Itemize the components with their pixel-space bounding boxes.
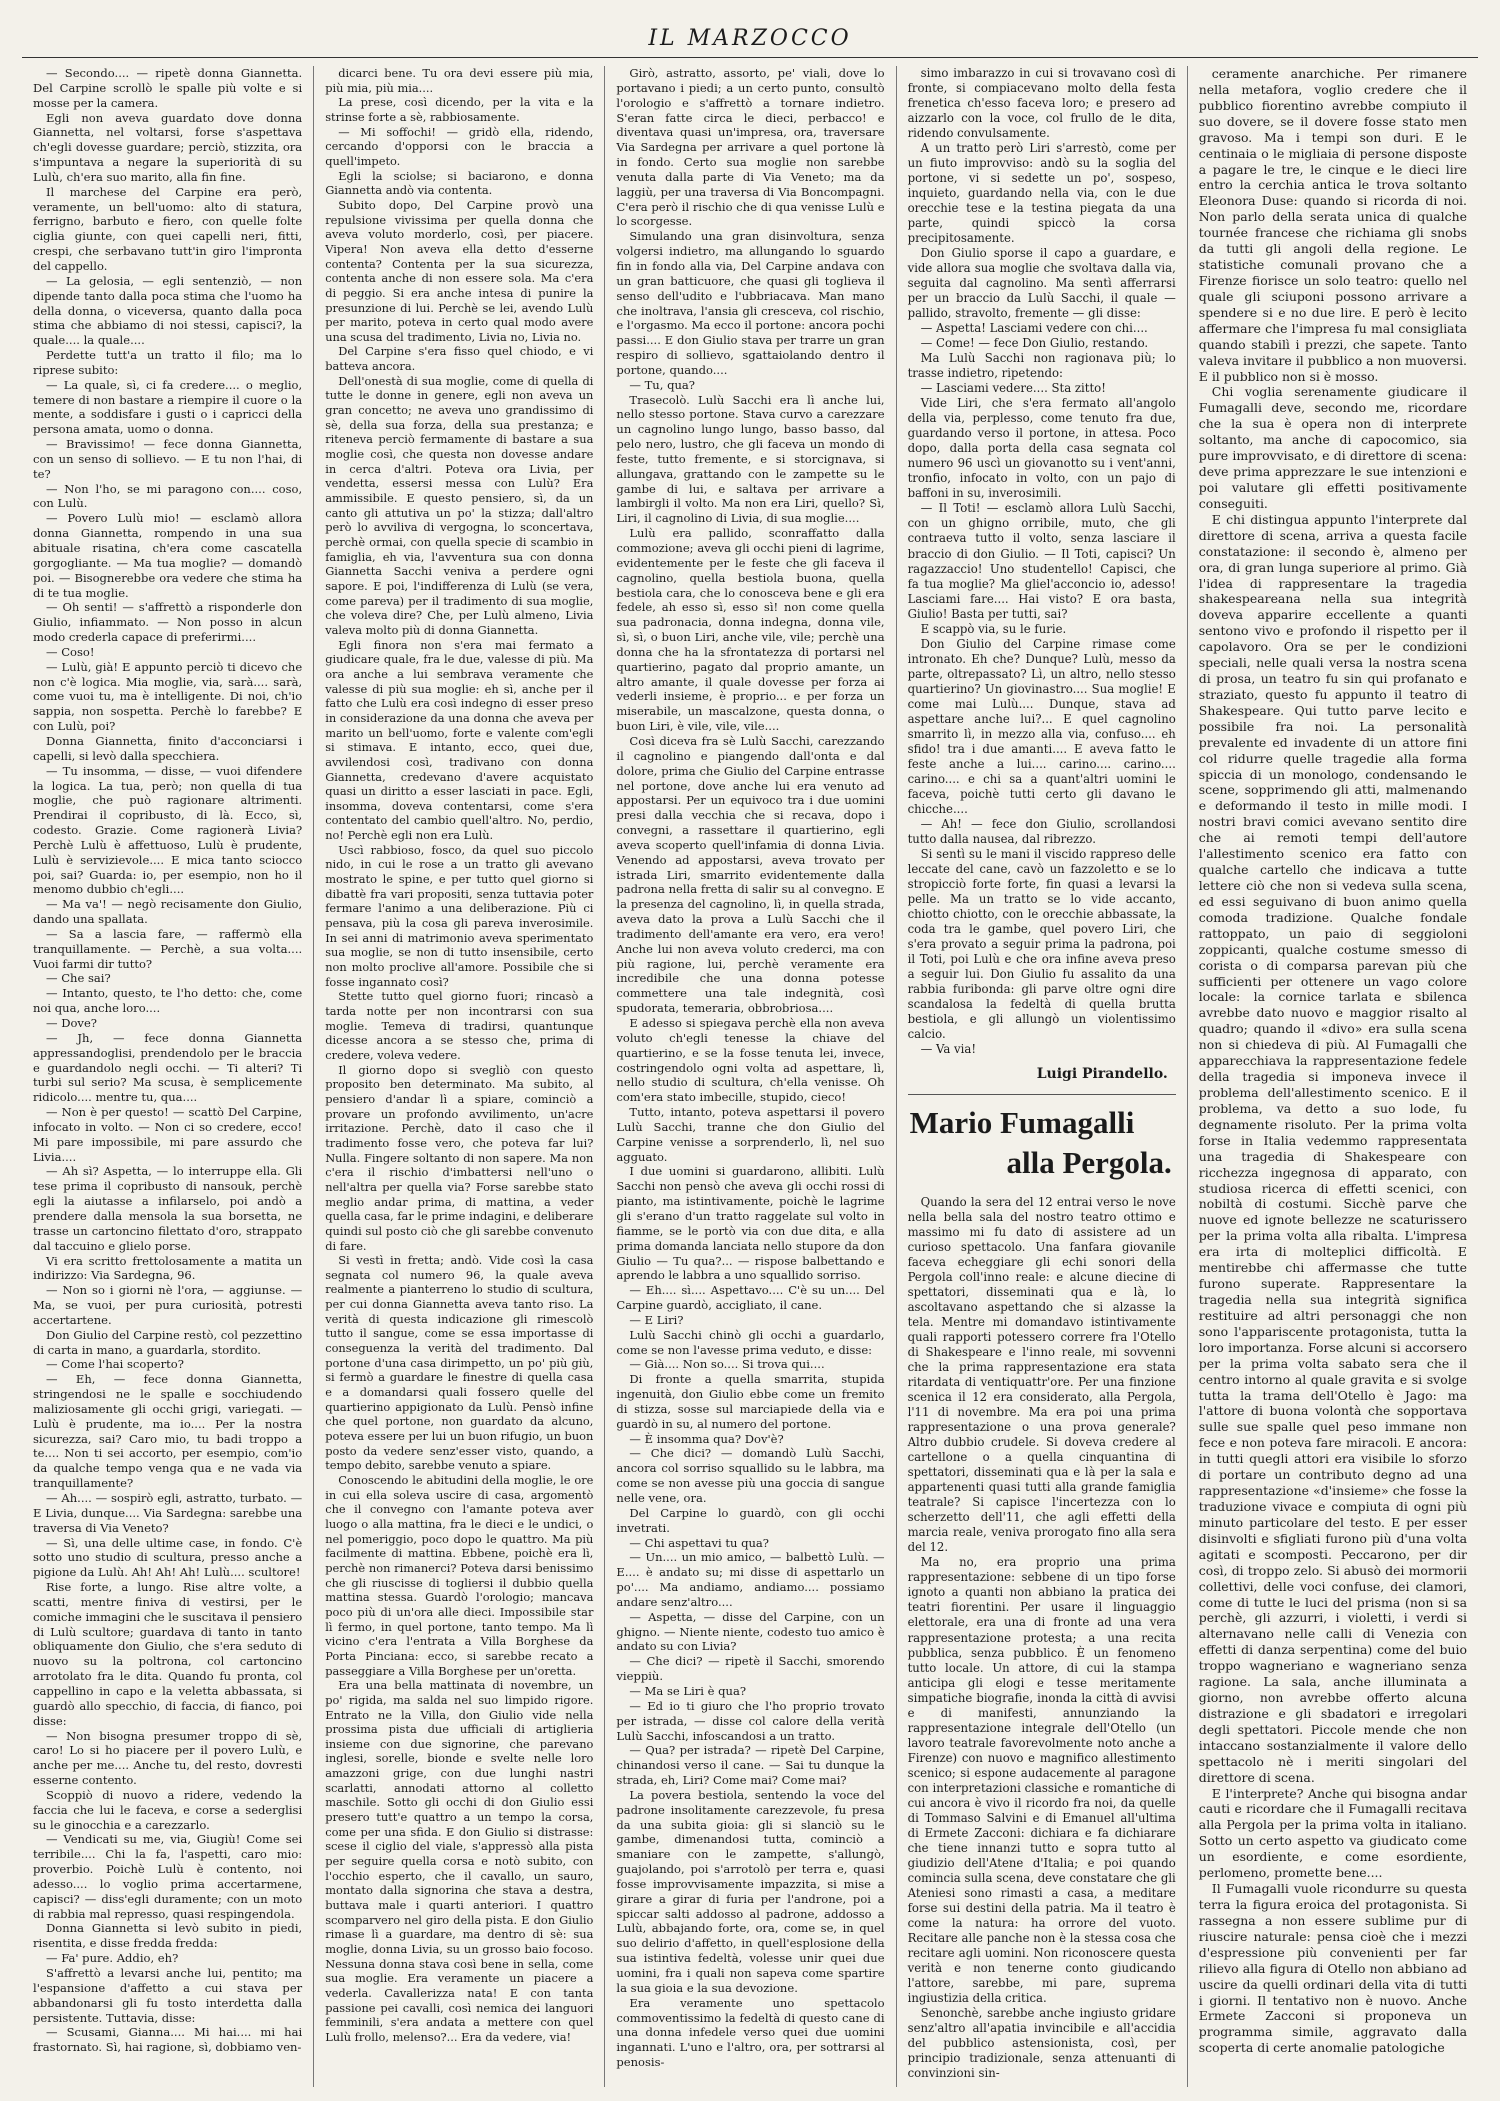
paragraph: — Ah.... — sospirò egli, astratto, turbato. — E Livia, dunque.... Via Sardegna: sarebbe una traversa di Via Veneto?	[33, 1491, 303, 1535]
paragraph: E l'interprete? Anche qui bisogna andar cauti e ricordare che il Fumagalli recitava alla Pergola per la prima volta in italiano. Sotto un certo aspetto va giudicato come un esordiente, e come esordiente, perlomeno, promette bene....	[1198, 1785, 1467, 1881]
author-signature: Luigi Pirandello.	[1036, 1066, 1168, 1083]
paragraph: — Jh, — fece donna Giannetta appressandoglisi, prendendolo per le braccia e guardandolo negli occhi. — Ti alteri? Ti turbi sul serio? Ma scusa, è semplicemente ridicolo.... mentre tu, qua....	[33, 1030, 303, 1105]
column-5	[1187, 66, 1478, 2087]
paragraph: E chi distingua appunto l'interprete dal direttore di scena, arriva a questa facile constatazione: il secondo è, almeno per ora, di gran lunga superiore al primo. Già l'idea di rappresentare la tragedia shakespeareana nella sua integrità doveva apparire eccellente a quanti sentono vivo e profondo il rispetto per il capolavoro. Ora se per le condizioni speciali, nelle quali versa la nostra scena di prosa, un teatro fu sin qui profanato e straziato, questo fu appunto il teatro di Shakespeare. Qui tutto parve lecito e possibile fra noi. La personalità prevalente ed invadente di un attore fini col ridurre quelle tragedie alla forma spiccia di un monologo, condensando le scene, sopprimendo gli atti, malmenando e deformando il testo in mille modi. I nostri bravi comici avevano sentito dire che ai remoti tempi dell'autore l'allestimento scenico era fatto con qualche cartello che indicava a tutte lettere ciò che non si vedeva sulla scena, ed essi seguivano di buon animo quella comoda tradizione. Qualche fondale rattoppato, un paio di seggioloni zoppicanti, qualche costume smesso di corista o di comparsa parevan più che sufficienti per ottenere un vago colore locale: la cornice tarlata e sbilenca avrebbe dato nuovo e maggior risalto al quadro; quando il «divo» era sulla scena non si chiedeva di più. Al Fumagalli che apparecchiava la rappresentazione fedele della tragedia si imponeva invece il problema dell'allestimento scenico. E il problema, va detto a suo lode, fu degnamente risoluto. Per la prima volta forse in Italia vedemmo rappresentata una tragedia di Shakespeare con ricchezza ingegnosa di apparato, con studiosa ricerca di effetti scenici, con nobiltà di costumi. Sicchè parve che nuove ed ignote bellezze ne scaturissero per la prima volta alla ribalta. L'impresa era irta di molteplici difficoltà. E mentirebbe chi affermasse che tutte furono superate. Rappresentare la tragedia nella sua integrità significa restituire ad altri personaggi che non sono l'appariscente protagonista, tutta la loro importanza. Forse alcuni si accorsero per la prima volta sabato sera che il centro intorno al quale gravita e si svolge tutta la trama dell'Otello è Jago: ma l'attore di buona volontà che sopportava sulle sue spalle quel peso immane non fece e non poteva fare miracoli. E ancora: in tutti quegli attori era visibile lo sforzo di portare un contributo degno ad una rappresentazione «d'insieme» che fosse la traduzione vivace e compiuta di ogni più minuto particolare del testo. E per esser disinvolti e sfigliati furono più d'una volta agitati e scomposti. Peccarono, per dir così, di troppo zelo. Si abusò dei mormorii collettivi, delle voci confuse, dei clamori, come di tutte le luci del prisma (non si sa perchè, gli azzurri, i violetti, i verdi si alternavano nelle calli di Venezia con effetti di danza serpentina) come del buio troppo wagneriano e wagneriano senza ragione. La sala, anche illuminata a giorno, non avrebbe offerto alcuna distrazione e gli sbadatori e irregolari degli spettatori. Piccole mende che non intaccano sostanzialmente il valore dello spettacolo nè i meriti singolari del direttore di scena.	[1198, 511, 1467, 1785]
column-1	[22, 66, 313, 2087]
paragraph: — Che sai?	[46, 971, 111, 986]
paragraph: — Ed io ti giuro che l'ho proprio trovato per istrada, — disse col calore della verità Lulù Sacchi, infoscandosi a un tratto.	[616, 1698, 885, 1743]
paragraph: S'affrettò a levarsi anche lui, pentito; ma l'espansione d'affetto a cui stava per abbandonarsi gli fu tosto interdetta dalla persistente. Tuttavia, disse:	[33, 1966, 303, 2025]
paragraph: — E Liri?	[629, 1312, 684, 1327]
paragraph: — Sì, una delle ultime case, in fondo. C'è sotto uno studio di scultura, presso anche a pigione da Lulù. Ah! Ah! Ah! Lulù.... scultore!	[33, 1535, 303, 1580]
paragraph: Senonchè, sarebbe anche ingiusto gridare senz'altro all'apatia invincibile e all'accidia del pubblico astensionista, così, per principio tradizionale, senza attenuanti di convinzioni sin-	[907, 2005, 1176, 2080]
paragraph: — Povero Lulù mio! — esclamò allora donna Giannetta, rompendo in una sua abituale risatina, ch'era come cascatella gorgogliante. — Ma tua moglie? — domandò poi. — Bisognerebbe ora vedere che stima ha di te tua moglie.	[33, 511, 303, 600]
paragraph: Donna Giannetta, finito d'acconciarsi i capelli, si levò dalla specchiera.	[33, 733, 303, 763]
paragraph: — La gelosia, — egli sentenziò, — non dipende tanto dalla poca stima che l'uomo ha della donna, o viceversa, quanto dalla poca stima che abbiamo di noi stessi, capisci?, la quale.... la quale....	[33, 273, 303, 348]
paragraph: Egli la sciolse; si baciarono, e donna Giannetta andò via contenta.	[325, 168, 594, 198]
columns	[22, 66, 1478, 2087]
paragraph: — Scusami, Gianna.... Mi hai.... mi hai frastornato. Sì, hai ragione, sì, dobbiamo ven-	[33, 2025, 303, 2055]
column-4	[896, 66, 1187, 2087]
paragraph: Tutto, intanto, poteva aspettarsi il povero Lulù Sacchi, tranne che don Giulio del Carpine venisse a sorprenderlo, lì, nel suo agguato.	[616, 1105, 885, 1164]
paragraph: Quando la sera del 12 entrai verso le nove nella bella sala del nostro teatro ottimo e massimo mi fu dato di assistere ad un curioso spettacolo. Una fanfara giovanile faceva echeggiare gli echi sonori della Pergola coll'inno reale: e alcune diecine di spettatori, disseminati qua e là, lo ascoltavano aspettando che si alzasse la tela. Mentre mi domandavo istintivamente quali rapporti potessero correre fra l'Otello di Shakespeare e l'inno reale, mi sovvenni che la prima rappresentazione era stata ritardata di ventiquattr'ore. Per una finzione scenica il 12 era considerato, alla Pergola, l'11 di novembre. Ma era poi una prima rappresentazione o una prova generale? Altro dubbio crudele. Si doveva credere al cartellone o a quella cinquantina di spettatori, disseminati qua e là per la sala e appartenenti quasi tutti alla grande famiglia teatrale? Si capisce l'incertezza con lo scherzetto dell'11, che agli effetti della marcia reale, veniva prorogato fino alla sera del 12.	[907, 1195, 1176, 1555]
paragraph: Era veramente uno spettacolo commoventissimo la fedeltà di questo cane di una donna infedele verso quei due uomini ingannati. L'uno e l'altro, ora, per sottrarsi al penosis-	[616, 1995, 885, 2070]
paragraph: — Che dici? — domandò Lulù Sacchi, ancora col sorriso squallido su le labbra, ma come se non avesse più una goccia di sangue nelle vene, ora.	[616, 1446, 885, 1505]
paragraph: — Non è per questo! — scattò Del Carpine, infocato in volto. — Non ci so credere, ecco! Mi pare impossibile, mi pare assurdo che Livia....	[33, 1105, 303, 1164]
paragraph: Stette tutto quel giorno fuori; rincasò a tarda notte per non incontrarsi con sua moglie. Temeva di tradirsi, quantunque dicesse ancora a se stesso che, prima di credere, voleva vedere.	[325, 989, 594, 1062]
paragraph: — Ah sì? Aspetta, — lo interruppe ella. Gli tese prima il copribusto di nansouk, perchè egli la aiutasse a infilarselo, poi andò a prendere dalla mensola la sua borsetta, ne trasse un cartoncino filettato d'oro, strappato dal taccuino e glielo porse.	[33, 1164, 303, 1253]
paragraph: Lulù era pallido, sconraffatto dalla commozione; aveva gli occhi pieni di lagrime, evidentemente per le feste che gli faceva il cagnolino, quella bestiola buona, quella bestiola cara, che lo conosceva bene e gli era fedele, ah esso sì, esso sì! non come quella sua padronacia, donna indegna, donna vile, sì, sì, o buon Liri, anche vile, vile; perchè una donna che ha la sfrontatezza di portarsi nel quartierino, pagato dal proprio amante, un altro amante, il quale dovesse per forza ai vederli insieme, è proprio... e per forza un miserabile, un mascalzone, questa donna, o buon Liri, è vile, vile, vile....	[616, 526, 885, 734]
paragraph: Ma no, era proprio una prima rappresentazione: sebbene di un tipo forse ignoto a quanti non abbiano la pratica dei teatri fiorentini. Per usare il linguaggio elettorale, era una di fronte ad una vera rappresentazione protesta; a una recita pubblica, senza pubblico. È un fenomeno tutto locale. Un attore, di cui la stampa anticipa gli elogi e tesse meritamente simpatiche biografie, inonda la città di avvisi e di manifesti, annunziando la rappresentazione integrale dell'Otello (un lavoro teatrale favorevolmente noto anche a Firenze) con nuovo e magnifico allestimento scenico; si espone audacemente al paragone con interpretazioni classiche e romantiche di cui ancora è vivo il ricordo fra noi, da quelle di Tommaso Salvini e di Emanuel all'ultima di Ermete Zacconi: dichiara e fa dichiarare che tiene innanzi tutto e sopra tutto al giudizio dell'Atene d'Italia; e poi quando comincia sulla scena, deve constatare che gli Ateniesi sono rimasti a casa, a meditare forse sui destini della patria. Ma il teatro è come la natura: ha orrore del vuoto. Recitare alle panche non è la stessa cosa che recitare agli uomini. Non riconoscere questa verità e non tenerne conto giudicando l'attore, sarebbe, mi pare, suprema ingiustizia della critica.	[907, 1555, 1176, 2005]
paragraph: Egli non aveva guardato dove donna Giannetta, nel voltarsi, forse s'aspettava ch'egli dovesse guardare; perciò, stizzita, ora s'impuntava a negare la superiorità di su Lulù, ch'era suo marito, alla fin fine.	[33, 110, 303, 184]
article-body	[908, 1195, 1176, 2081]
paragraph: — Tu, qua?	[629, 377, 695, 392]
paragraph: A un tratto però Liri s'arrestò, come per un fiuto improvviso: andò su la soglia del portone, vi si sedette un po', sospeso, inquieto, guardando nella via, con le due orecchie tese e la testina piegata da una parte, quindi spiccò la corsa precipitosamente.	[907, 141, 1176, 246]
paragraph: — Eh.... sì.... Aspettavo.... C'è su un.... Del Carpine guardò, accigliato, il cane.	[616, 1283, 885, 1313]
paragraph: E adesso si spiegava perchè ella non aveva voluto ch'egli tenesse la chiave del quartierino, e se la fosse tenuta lei, invece, costringendolo ogni volta ad aspettare, lì, nello studio di scultura, ch'ella venisse. Oh com'era stato imbecille, stupido, cieco!	[616, 1016, 885, 1105]
paragraph: Trasecolò. Lulù Sacchi era lì anche lui, nello stesso portone. Stava curvo a carezzare un cagnolino lungo lungo, basso basso, dal pelo nero, lustro, che gli faceva un mondo di feste, tutto fremente, e si storcignava, si allungava, grattando con le zampette su le gambe di lui, e saltava per arrivare a lambirgli il volto. Ma non era Liri, quello? Sì, Liri, il cagnolino di Livia, di sua moglie....	[616, 392, 885, 526]
paragraph: — Il Toti! — esclamò allora Lulù Sacchi, con un ghigno orribile, muto, che gli contraeva tutto il volto, senza lasciare il braccio di don Giulio. — Il Toti, capisci? Un ragazzaccio! Uno studentello! Capisci, che fa tua moglie? Ma gliel'acconcio io, adesso! Lasciami fare.... Hai visto? E ora basta, Giulio! Basta per tutti, sai?	[907, 501, 1176, 621]
paragraph: — Lulù, già! E appunto perciò ti dicevo che non c'è logica. Mia moglie, via, sarà.... sarà, come vuoi tu, ma è intelligente. Di noi, ch'io sappia, non sospetta. Perchè lo farebbe? E con Lulù, poi?	[33, 659, 303, 734]
paragraph: — Un.... un mio amico, — balbettò Lulù. — E.... è andato su; mi disse di aspettarlo un po'.... Ma andiamo, andiamo.... possiamo andare senz'altro....	[616, 1550, 885, 1609]
paragraph: — Ah! — fece don Giulio, scrollandosi tutto dalla nausea, dal ribrezzo.	[907, 816, 1176, 846]
paragraph: Era una bella mattinata di novembre, un po' rigida, ma salda nel suo limpido rigore. Entrato ne la Villa, don Giulio vide nella prossima pista due ufficiali di artiglieria insieme con due signorine, che parevano inglesi, sorelle, bionde e svelte nelle loro amazzoni grige, con due lunghi nastri scarlatti, annodati attorno al colletto maschile. Sotto gli occhi di don Giulio essi presero tutt'e quattro a un tempo la corsa, come per una sfida. E don Giulio si distrasse: scese il ciglio del viale, s'appressò alla pista per seguire quella corsa e notò subito, con l'occhio esperto, che il cavallo, un sauro, montato dalla signorina che stava a destra, buttava male i quarti anteriori. I quattro scomparvero nel giro della pista. E don Giulio rimase lì a guardare, ma dentro di sè: sua moglie, donna Livia, su un grosso baio focoso. Nessuna donna stava così bene in sella, come sua moglie. Era veramente un piacere a vederla. Cavallerizza nata! E con tanta passione pei cavalli, così nemica dei languori femminili, s'era andata a mettere con quel Lulù frollo, melenso?... Era da vedere, via!	[325, 1678, 594, 2044]
paragraph: — Tu insomma, — disse, — vuoi difendere la logica. La tua, però; non quella di tua moglie, che può ragionare altrimenti. Prendirai il copribusto, di là. Ecco, sì, codesto. Grazie. Come ragionerà Livia? Perchè Lulù è affettuoso, Lulù è prudente, Lulù è servizievole.... E mica tanto sciocco poi, sai? Guarda: io, per esempio, non ho il menomo dubbio ch'egli....	[33, 763, 303, 897]
paragraph: — Intanto, questo, te l'ho detto: che, come noi qua, anche loro....	[33, 986, 303, 1016]
paragraph: Il giorno dopo si svegliò con questo proposito ben determinato. Ma subito, al pensiero d'andar lì a spiare, cominciò a provare un profondo avvilimento, un'acre irritazione. Perchè, dato il caso che il tradimento fosse vero, che poteva far lui? Nulla. Fingere soltanto di non sapere. Ma non c'era il rischio d'imbattersi nell'uno o nell'altra per quella via? Forse sarebbe stato meglio andar prima, di mattina, a veder quella casa, far le prime indagini, e deliberare quindi sul posto ciò che gli sarebbe convenuto di fare.	[325, 1062, 594, 1253]
paragraph: Del Carpine lo guardò, con gli occhi invetrati.	[616, 1505, 885, 1535]
paragraph: E scappò via, su le furie.	[920, 621, 1067, 636]
paragraph: — Eh, — fece donna Giannetta, stringendosi ne le spalle e socchiudendo maliziosamente gli occhi grigi, variegati. — Lulù è prudente, ma io.... Per la nostra sicurezza, sai? Caro mio, tu badi troppo a te.... Non ti sei accorto, per esempio, com'io da qualche tempo venga qua e ne vada via tranquillamente?	[33, 1372, 303, 1491]
paragraph: Don Giulio del Carpine restò, col pezzettino di carta in mano, a guardarla, stordito.	[33, 1327, 303, 1357]
paragraph: — Sa a lascia fare, — raffermò ella tranquillamente. — Perchè, a sua volta.... Vuoi farmi dir tutto?	[33, 926, 303, 971]
paragraph: — Secondo.... — ripetè donna Giannetta. Del Carpine scrollò le spalle più volte e si mosse per la camera.	[33, 66, 303, 110]
paragraph: — Aspetta! Lasciami vedere con chi....	[920, 321, 1148, 336]
paragraph: Così diceva fra sè Lulù Sacchi, carezzando il cagnolino e piangendo dall'onta e dal dolore, prima che Giulio del Carpine entrasse nel portone, dove anche lui era venuto ad appostarsi. Per un equivoco tra i due uomini presi dalla vecchia che si recava, dopo i convegni, a rassettare il quartierino, egli aveva scoperto quell'infamia di donna Livia. Venendo ad appostarsi, aveva trovato per istrada Liri, smarrito evidentemente dalla padrona nella fretta di salir su al convegno. E la presenza del cagnolino, lì, in quella strada, aveva dato la prova a Lulù Sacchi che il tradimento dell'amante era vero, era vero! Anche lui non aveva voluto crederci, ma con più ragione, lui, perchè veramente era incredibile che una donna potesse commettere una tale indegnità, così spudorata, temeraria, obbrobriosa....	[616, 733, 885, 1016]
paragraph: — Bravissimo! — fece donna Giannetta, con un senso di sollievo. — E tu non l'hai, di te?	[33, 437, 303, 481]
paragraph: Conoscendo le abitudini della moglie, le ore in cui ella soleva uscire di casa, argomentò che il convegno con l'amante poteva aver luogo o alla mattina, fra le dieci e le undici, o nel pomeriggio, poco dopo le quattro. Ma più facilmente di mattina. Ebbene, poichè era lì, perchè non rimanerci? Poteva darsi benissimo che gli riuscisse di togliersi il dubbio quella mattina stessa. Guardò l'orologio; mancava poco più di un'ora alle dieci. Impossibile star lì fermo, in quel portone, tanto tempo. Ma lì vicino c'era l'entrata a Villa Borghese da Porta Pinciana: ecco, si sarebbe recato a passeggiare a Villa Borghese per un'oretta.	[325, 1473, 594, 1678]
paragraph: Dell'onestà di sua moglie, come di quella di tutte le donne in genere, egli non aveva un gran concetto; ne aveva uno grandissimo di sè, della sua forza, della sua prestanza; e riteneva perciò fermamente di bastare a sua moglie così, che questa non dovesse andare in cerca d'altri. Poteva ora Livia, per vendetta, essersi messa con Lulù? Era ammissibile. E questo pensiero, sì, da un canto gli attutiva un po' la stizza; dall'altro però lo avviliva di vergogna, lo sconcertava, perchè ormai, con quella specie di scambio in famiglia, eh via, l'avventura sua con donna Giannetta Sacchi veniva a perdere ogni sapore. E poi, l'indifferenza di Lulù (se vera, come pareva) per il tradimento di sua moglie, che voleva dire? Che, per Lulù almeno, Livia valeva molto più di donna Giannetta.	[325, 373, 594, 637]
paragraph: — Come! — fece Don Giulio, restando.	[920, 336, 1149, 351]
paragraph: — Non l'ho, se mi paragono con.... coso, con Lulù.	[33, 481, 303, 511]
paragraph: — Fa' pure. Addio, eh?	[46, 1951, 179, 1966]
paragraph: Del Carpine s'era fisso quel chiodo, e vi batteva ancora.	[325, 344, 594, 374]
paragraph: Don Giulio del Carpine rimase come intronato. Eh che? Dunque? Lulù, messo da parte, oltrepassato? Lì, un altro, nello stesso quartierino? Un giovinastro.... Sua moglie! E come mai Lulù.... Dunque, stava ad aspettare anche lui?... E quel cagnolino smarrito lì, in mezzo alla via, confuso.... eh sfido! tra i due amanti.... E aveva fatto le feste anche a lui.... carino.... carino.... carino.... e chi sa a quant'altri uomini le faceva, poichè tutti certo gli davano le chicche....	[907, 636, 1176, 816]
paragraph: Ma Lulù Sacchi non ragionava più; lo trasse indietro, ripetendo:	[907, 351, 1176, 381]
paragraph: ceramente anarchiche. Per rimanere nella metafora, voglio credere che il pubblico fiorentino avrebbe compiuto il suo dovere, se il dovere fosse stato men gravoso. Ma i tempi son duri. E le centinaia o le migliaia di persone disposte a pagare le tre, le cinque e le dieci lire entro la cerchia antica le trova soltanto Eleonora Duse: quando si ricorda di noi. Non parlo della serata unica di qualche tournée francese che richiama gli snobs da tutti gli angoli della regione. Le statistiche comunali provano che a Firenze fioriscе un solo teatro: quello nel quale gli sciuponi possono arrivare a spendere si e no due lire. E però è lecito affermare che l'impresa fu mal consigliata quando stabilì i prezzi, che sapete. Tanto valeva invitare il pubblico a non muoversi. E il pubblico non si è mosso.	[1198, 66, 1467, 384]
paragraph: — Coso!	[46, 644, 95, 659]
paragraph: Lulù Sacchi chinò gli occhi a guardarlo, come se non l'avesse prima veduto, e disse:	[616, 1327, 885, 1357]
paragraph: — Aspetta, — disse del Carpine, con un ghigno. — Niente niente, codesto tuo amico è andato su con Livia?	[616, 1609, 885, 1654]
paragraph: — Già.... Non so.... Si trova qui....	[629, 1357, 825, 1372]
paragraph: I due uomini si guardarono, allibiti. Lulù Sacchi non pensò che aveva gli occhi rossi di pianto, ma istintivamente, poichè le lagrime gli s'erano d'un tratto raggelate sul volto in fiamme, se le portò via con due dita, e alla prima domanda lanciata nello stupore da don Giulio — Tu qua?... — rispose balbettando e aprendo le labbra a uno squallido sorriso.	[616, 1164, 885, 1283]
paragraph: Rise forte, a lungo. Rise altre volte, a scatti, mentre finiva di vestirsi, per le comiche immagini che le suscitava il pensiero di Lulù scultore; guardava di tanto in tanto obliquamente don Giulio, che s'era seduto di nuovo su la poltrona, col cartoncino arrotolato fra le dita. Quando fu pronta, col cappellino in capo e la veletta abbassata, si guardò allo specchio, di faccia, di fianco, poi disse:	[33, 1580, 303, 1728]
paragraph: — Dove?	[46, 1016, 97, 1030]
paragraph: Il marchese del Carpine era però, veramente, un bell'uomo: alto di statura, ferrigno, barbuto e fiero, con quelle folte ciglia giunte, con quei capelli neri, fitti, crespi, che serbavano tutt'in giro l'impronta del cappello.	[33, 184, 303, 273]
masthead: IL MARZOCCO	[22, 0, 1478, 58]
paragraph: Girò, astratto, assorto, pe' viali, dove lo portavano i piedi; a un certo punto, consultò l'orologio e s'affrettò a tornare indietro. S'eran fatte circa le dieci, perbacco! e diventava quasi un'impresa, ora, traversare Via Sardegna per arrivare a quel portone là in fondo. Certo sua moglie non sarebbe venuta dalla parte di Via Veneto; ma da laggiù, per una traversa di Via Boncompagni. C'era però il rischio che di qua venisse Lulù e lo scorgesse.	[616, 66, 885, 229]
paragraph: — Ma se Liri è qua?	[629, 1683, 747, 1698]
paragraph: Uscì rabbioso, fosco, da quel suo piccolo nido, in cui le rose a un tratto gli avevano mostrato le spine, e per tutto quel giorno si dibattè fra vari propositi, senza tuttavia poter fermare l'animo a una deliberazione. Più ci pensava, più la cosa gli pareva inverosimile. In sei anni di matrimonio aveva sperimentato sua moglie, se non di tutto insensibile, certo non molto proclive all'amore. Possibile che si fosse ingannato così?	[325, 842, 594, 989]
paragraph: La povera bestiola, sentendo la voce del padrone insolitamente carezzevole, fu presa da una subita gioia: gli si slanciò su le gambe, dimenandosi tutta, cominciò a smaniare con le zampette, s'allungò, guajolando, poi s'arrotolò per terra e, quasi fosse improvvisamente impazzita, si mise a girare a girar di furia per l'androne, poi a spiccar salti addosso al padrone, addosso a Lulù, abbajando forte, ora, come se, in quel suo delirio d'affetto, in quell'esplosione della sua istintiva fedeltà, volesse unir quei due uomini, fra i quali non sapeva come spartire la sua gioia e la sua devozione.	[616, 1787, 885, 1995]
column-2	[313, 66, 604, 2087]
headline-line-1: Mario Fumagalli	[909, 1105, 1135, 1141]
paragraph: Egli finora non s'era mai fermato a giudicare quale, fra le due, valesse di più. Ma ora anche a lui sembrava veramente che valesse di più sua moglie: eh sì, anche per il fatto che Lulù era così indegno di esser preso in considerazione da una donna che aveva per marito un bell'uomo, forte e valente com'egli si stimava. E intanto, ecco, quei due, avvilendosi così, tradivano con donna Giannetta, credevano d'avere acquistato quasi un diritto a esser lasciati in pace. Egli, insomma, doveva contentarsi, come s'era contentato del cambio quell'altro. No, perdio, no! Perchè egli non era Lulù.	[325, 637, 594, 843]
paragraph: — Come l'hai scoperto?	[46, 1357, 184, 1372]
paragraph: — Mi soffochi! — gridò ella, ridendo, cercando d'opporsi con le braccia a quell'impeto.	[325, 124, 594, 168]
paragraph: — Non bisogna presumer troppo di sè, caro! Lo si ho piacere per il povero Lulù, e anche per me.... Anche tu, del resto, dovresti esserne contento.	[33, 1728, 303, 1788]
paragraph: Donna Giannetta si levò subito in piedi, risentita, e disse fredda fredda:	[33, 1921, 303, 1951]
paragraph: — Chi aspettavi tu qua?	[629, 1535, 769, 1550]
paragraph: Simulando una gran disinvoltura, senza volgersi indietro, ma allungando lo sguardo fin in fondo alla via, Del Carpine andava con un gran batticuore, che quasi gli toglieva il senso dell'udito e l'ubbriacava. Man mano che inoltrava, l'ansia gli cresceva, col rischio, e l'orgasmo. Ma ecco il portone: ancora pochi passi.... E don Giulio stava per trarre un gran respiro di sollievo, sgattaiolando dentro il portone, quando....	[616, 229, 885, 377]
paragraph: — Lasciami vedere.... Sta zitto!	[920, 381, 1106, 396]
paragraph: — Va via!	[920, 1042, 977, 1057]
paragraph: Si vestì in fretta; andò. Vide così la casa segnata col numero 96, la quale aveva realmente a pianterreno lo studio di scultura, per cui donna Giannetta aveva tanto riso. La verità di questa indicazione gli rimescolò tutto il sangue, come se essa importasse di conseguenza la verità del tradimento. Dal portone d'una casa dirimpetto, un po' più giù, si fermò a guardare le finestre di quella casa e a domandarsi quali fossero quelle del quartierino appigionato da Lulù. Pensò infine che quel portone, non guardato da alcuno, poteva essere per lui un buon rifugio, un buon posto da vedere senz'esser visto, quando, a tempo debito, sarebbe venuto a spiare.	[325, 1253, 594, 1473]
paragraph: Chi voglia serenamente giudicare il Fumagalli deve, secondo me, ricordare che la sua è opera non di interprete soltanto, ma anche di capocomico, sia pure improvvisato, e di direttore di scena: deve prima apprezzare le sue intenzioni e poi valutare gli effetti positivamente conseguiti.	[1198, 384, 1467, 511]
story-ending	[908, 66, 1176, 1057]
paragraph: — Vendicati su me, via, Giugiù! Come sei terribile.... Chi la fa, l'aspetti, caro mio: proverbio. Poichè Lulù è contento, noi adesso.... lo voglio prima accertarmene, capisci? — diss'egli duramente; con un moto di rabbia mal represso, quasi respingendola.	[33, 1832, 303, 1921]
paragraph: La prese, così dicendo, per la vita e la strinse forte a sè, rabbiosamente.	[325, 95, 594, 124]
paragraph: — Oh senti! — s'affrettò a risponderle don Giulio, infiammato. — Non posso in alcun modo crederla capace di preferirmi....	[33, 600, 303, 645]
paragraph: — Ma va'! — negò recisamente don Giulio, dando una spallata.	[33, 897, 303, 927]
paragraph: simo imbarazzo in cui si trovavano così di fronte, si compiacevano molto della festa frenetica ch'esso faceva loro; e presero ad aizzarlo con la voce, col frullo de le dita, ridendo convulsamente.	[907, 66, 1176, 141]
paragraph: — Qua? per istrada? — ripetè Del Carpine, chinandosi verso il cane. — Sai tu dunque la strada, eh, Liri? Come mai? Come mai?	[616, 1743, 885, 1788]
paragraph: Don Giulio sporse il capo a guardare, e vide allora sua moglie che svoltava dalla via, seguita dal cagnolino. Ma sentì afferrarsi per un braccio da Lulù Sacchi, il quale — pallido, stravolto, fremente — gli disse:	[907, 246, 1176, 321]
paragraph: — È insomma qua? Dov'è?	[629, 1431, 784, 1446]
paragraph: Di fronte a quella smarrita, stupida ingenuità, don Giulio ebbe come un fremito di stizza, sosse sul marciapiede della via e guardò in su, al numero del portone.	[616, 1372, 885, 1431]
column-3	[604, 66, 895, 2087]
paragraph: Il Fumagalli vuole ricondurre su questa terra la figura eroica del protagonista. Si rassegna a non essere sublime pur di riuscire naturale: pensa cioè che i mezzi d'espressione più convenienti per far rilievo alla figura di Otello non abbiano ad uscire da quelli ordinari della vita di tutti i giorni. Il tentativo non è nuovo. Anche Ermete Zacconi si proponeva un programma simile, aggravato dalla scoperta di certe anomalie patologiche	[1198, 1881, 1467, 2056]
paragraph: Vide Liri, che s'era fermato all'angolo della via, perplesso, come tenuto fra due, guardando verso il portone, in attesa. Poco dopo, dalla porta della casa segnata col numero 96 uscì un giovanotto su i vent'anni, tronfio, infocato in volto, con un pajo di baffoni in su, inverosimili.	[907, 396, 1176, 501]
paragraph: Vi era scritto frettolosamente a matita un indirizzo: Via Sardegna, 96.	[33, 1253, 303, 1283]
paragraph: Si sentì su le mani il viscido rappreso delle leccate del cane, cavò un fazzoletto e se lo stropicciò forte forte, fin quasi a levarsi la pelle. Ma un tratto se lo vide accanto, chiotto chiotto, con le orecchie abbassate, la coda tra le gambe, quel povero Liri, che s'era provato a seguir prima la padrona, poi il Toti, poi Lulù e che ora infine aveva preso a seguir lui. Don Giulio fu assalito da una rabbia furibonda: gli parve oltre ogni dire scandalosa la fedeltà di quella brutta bestiola, e gli allungò un violentissimo calcio.	[907, 846, 1176, 1041]
paragraph: Subito dopo, Del Carpine provò una repulsione vivissima per quella donna che aveva voluto morderlo, così, per piacere. Vipera! Non aveva ella detto d'esserne contenta? Contenta per la sua sicurezza, contenta anche di non essere sola. Ma c'era di peggio. Si era anche intesa di punire la presunzione di lui. Perchè se lei, avendo Lulù per marito, poteva in certo qual modo avere una scusa del tradimento, Livia no, Livia no.	[325, 197, 594, 344]
paragraph: Perdette tutt'a un tratto il filo; ma lo riprese subito:	[33, 348, 303, 377]
paragraph: — Non so i giorni nè l'ora, — aggiunse. — Ma, se vuoi, per pura curiosità, potresti accertartene.	[33, 1283, 303, 1327]
article-headline	[908, 1094, 1176, 1183]
paragraph: — Che dici? — ripetè il Sacchi, smorendo vieppiù.	[616, 1654, 885, 1684]
paragraph: — La quale, sì, ci fa credere.... o meglio, temere di non bastare a riempire il cuore o la mente, a soddisfare i gusti o i capricci della persona amata, uomo o donna.	[33, 377, 303, 437]
paragraph: Scoppiò di nuovo a ridere, vedendo la faccia che lui le faceva, e corse a sederglisi su le ginocchia e a carezzarlo.	[33, 1787, 303, 1832]
paragraph: dicarci bene. Tu ora devi essere più mia, più mia, più mia....	[325, 66, 594, 95]
headline-line-2: alla Pergola.	[1006, 1145, 1172, 1181]
